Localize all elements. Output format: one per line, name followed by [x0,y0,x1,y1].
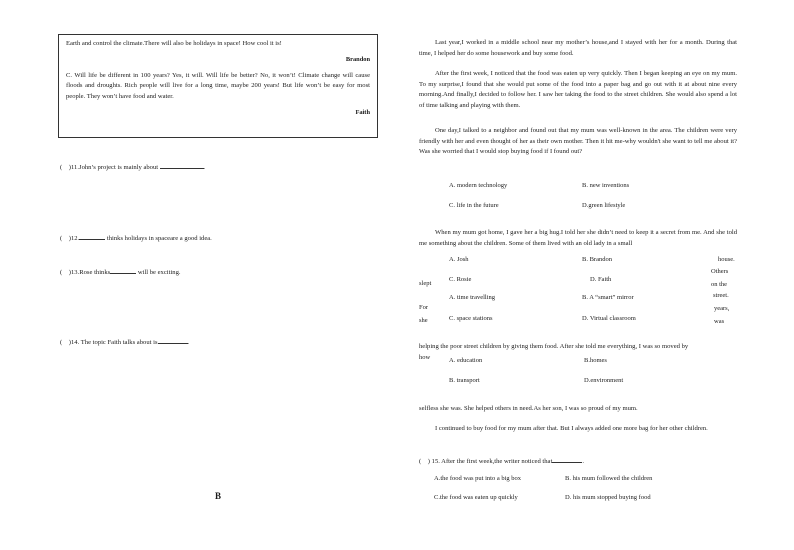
fragment-she: she [419,317,428,324]
signature-faith: Faith [355,108,370,116]
box-line-1: Earth and control the climate.There will also be holidays in space! How cool it is! [66,40,282,47]
fragment-on-the: on the [711,281,728,288]
option-13-c[interactable]: C. space stations [449,315,493,322]
option-13-d[interactable]: D. Virtual classroom [582,315,636,322]
option-14-c[interactable]: B. transport [449,377,480,384]
story-paragraph-5: helping the poor street children by giving them food. After she told me everything, I was so moved by [419,343,689,350]
question-13: ( )13.Rose thinks will be exciting. [60,269,181,276]
story-paragraph-6: selfless she was. She helped others in need.As her son, I was so proud of my mum. [419,405,638,412]
fragment-for: For [419,304,429,311]
question-14: ( )14. The topic Faith talks about is . [60,339,190,346]
answer-blank-13[interactable] [110,267,136,274]
page-letter: B [215,491,222,501]
fragment-how: how [419,354,431,361]
question-11-text: 11.John’s project is mainly about [71,164,160,171]
signature-brandon: Brandon [345,56,370,64]
fragment-others: Others [711,268,729,275]
option-15-c[interactable]: C.the food was eaten up quickly [434,494,518,501]
question-15: ( ) 15. After the first week,the writer noticed that . [419,458,584,465]
option-12-b[interactable]: B. Brandon [582,256,612,263]
question-14-text: 14. The topic Faith talks about is [71,339,158,346]
option-15-b[interactable]: B. his mum followed the children [565,475,653,482]
question-12-text: thinks holidays in spaceare a good idea. [105,235,212,242]
option-15-d[interactable]: D. his mum stopped buying food [565,494,651,501]
question-13-text: will be exciting. [136,269,181,276]
option-12-c[interactable]: C. Rosie [449,276,472,283]
option-14-a[interactable]: A. education [449,357,483,364]
fragment-was: was [714,318,725,325]
question-12: ( )12. thinks holidays in spaceare a good idea. [60,235,212,242]
option-13-a[interactable]: A. time travelling [449,294,496,301]
option-11-d[interactable]: D.green lifestyle [582,202,626,209]
answer-blank-12[interactable] [79,233,105,240]
option-15-a[interactable]: A.the food was put into a big box [434,475,522,482]
option-11-b[interactable]: B. new inventions [582,182,630,189]
fragment-house: house. [718,256,735,263]
story-paragraph-3: One day,I talked to a neighbor and found out that my mum was well-known in the area. The children were very friendly with her and even thought of her as their own mother. Then it hit me-why wouldn't she want to tell me about it? Was she worried that I would stop buying food if I found out? [419,127,737,156]
story-paragraph-2: After the first week, I noticed that the food was eaten up very quickly. Then I began keeping an eye on my mum. To my surprise,I found that she would put some of the food into a paper bag and go out with it at about nine every morning.And finally,I decided to follow her. I saw her taking the food to the street children. She would also spend a lot of time talking and playing with them. [419,70,737,109]
fragment-street: street. [713,292,729,299]
fragment-years: years, [714,305,730,312]
story-paragraph-4: When my mum got home, I gave her a big hug.I told her she didn’t need to keep it a secret from me. And she told me something about the children. Some of them lived with an old lady in a small [419,229,737,247]
option-14-b[interactable]: B.homes [584,357,607,364]
section-c-paragraph: C. Will life be different in 100 years? Yes, it will. Will life be better? No, it won’t! Climate change will cause floods and droughts. Rich people will live for a long time, maybe 200 years! But life won’t be easy for most people. They won’t have food and water. [66,72,370,100]
option-11-a[interactable]: A. modern technology [449,182,508,189]
answer-blank-11[interactable] [160,162,204,169]
question-11: ( )11.John’s project is mainly about . [60,164,206,171]
question-15-text: 15. After the first week,the writer noticed that [431,458,553,465]
answer-blank-14[interactable] [158,337,188,344]
passage-box [58,34,378,138]
option-12-d[interactable]: D. Faith [590,276,612,283]
answer-blank-15[interactable] [552,456,582,463]
option-12-a[interactable]: A. Josh [449,256,469,263]
option-11-c[interactable]: C. life in the future [449,202,499,209]
option-13-b[interactable]: B. A “smart” mirror [582,294,634,301]
option-14-d[interactable]: D.environment [584,377,624,384]
story-paragraph-1: Last year,I worked in a middle school near my mother’s house,and I stayed with her for a month. During that time, I helped her do some housework and buy some food. [419,39,737,57]
story-paragraph-7: I continued to buy food for my mum after that. But I always added one more bag for her other children. [435,425,708,432]
fragment-slept: slept [419,280,432,287]
